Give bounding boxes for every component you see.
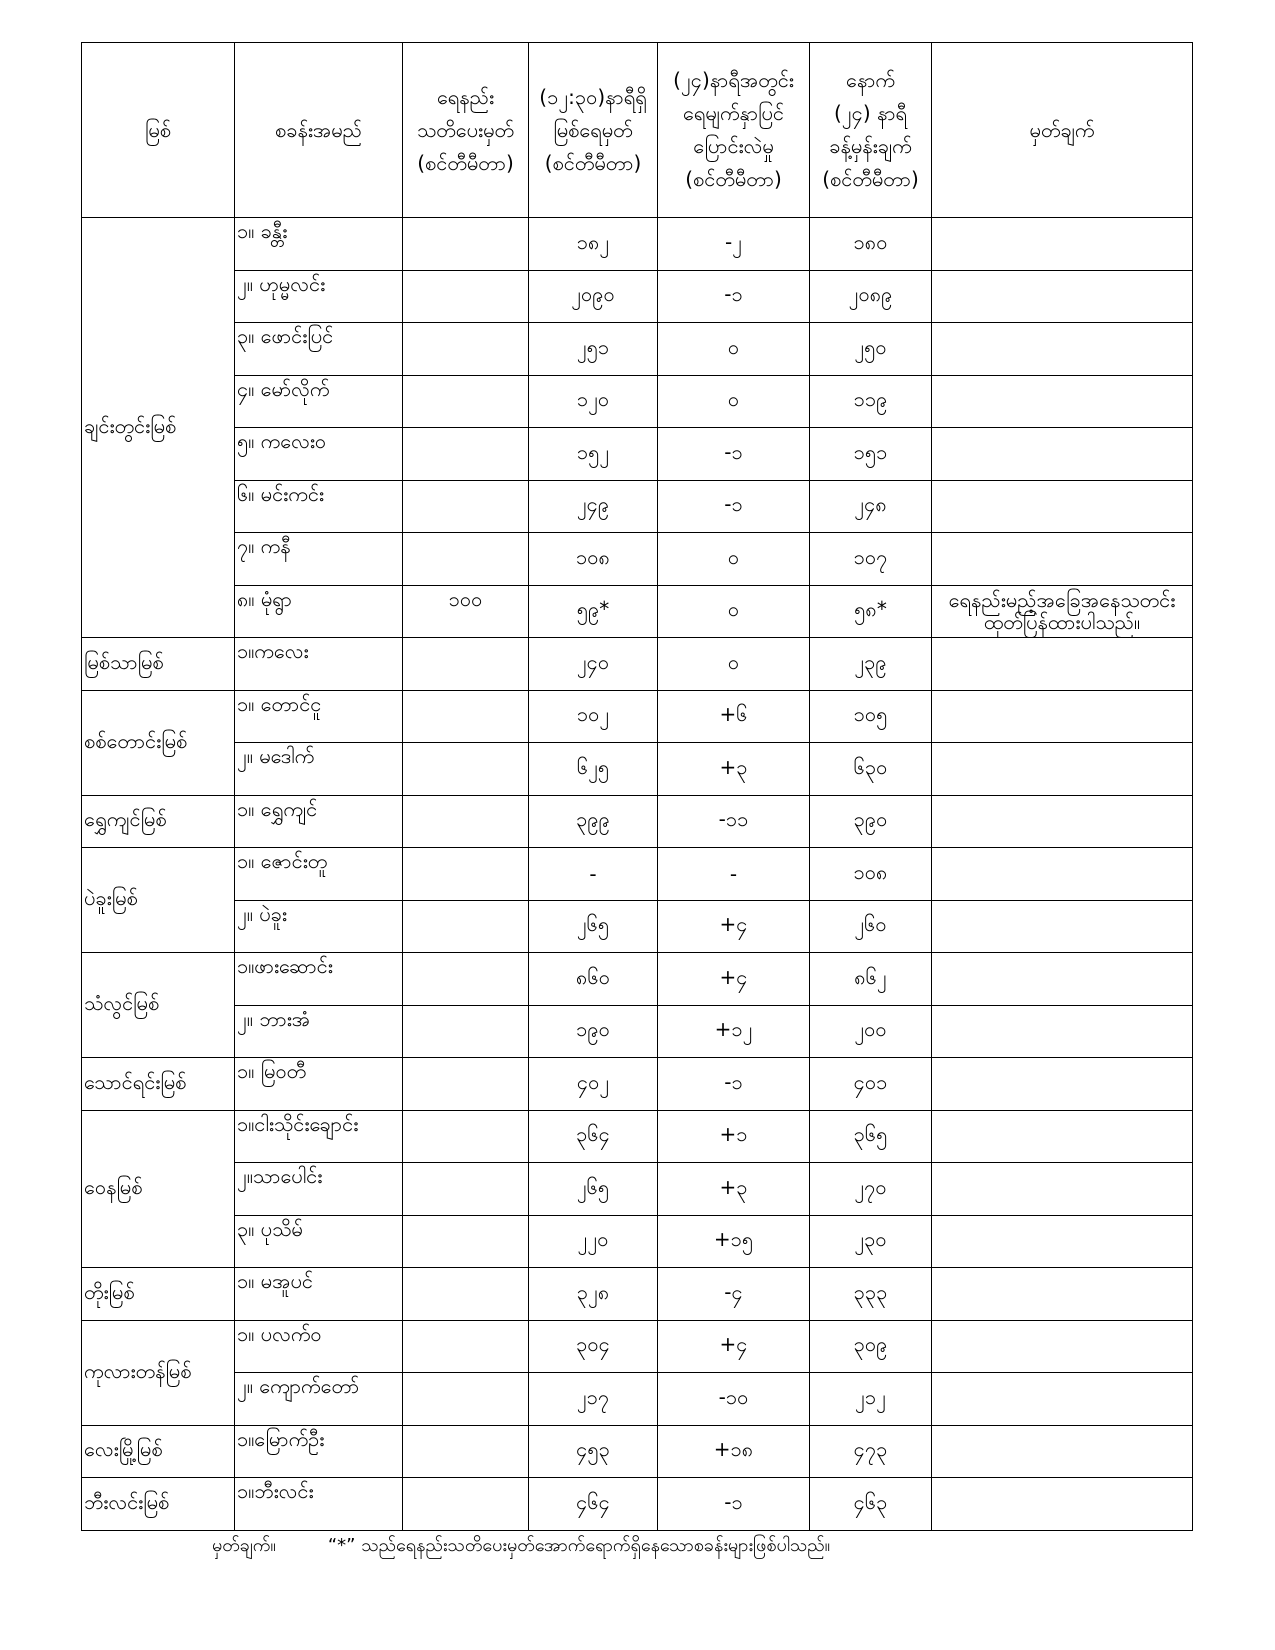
header-line: မြစ် (144, 117, 172, 142)
station-name: ၃။ ပုသိမ် (235, 1215, 403, 1268)
forecast-level: ၂၅၀ (810, 323, 932, 376)
level-change: -၁၀ (658, 1373, 810, 1426)
remark-cell (932, 1320, 1193, 1373)
low-warning-level (403, 218, 529, 271)
header-river (82, 43, 235, 218)
water-level: ၂၆၅ (529, 900, 658, 953)
water-level: ၆၂၅ (529, 743, 658, 796)
river-name: လေးမြို့မြစ် (82, 1425, 235, 1478)
remark-cell (932, 900, 1193, 953)
header-line: (စင်တီမီတာ) (685, 167, 782, 191)
remark-cell (932, 585, 1193, 638)
level-change: -၁ (658, 1058, 810, 1111)
water-level: ၄၅၃ (529, 1425, 658, 1478)
forecast-level: ၁၈၀ (810, 218, 932, 271)
forecast-level: ၁၀၈ (810, 848, 932, 901)
level-change: - (658, 848, 810, 901)
table-row (82, 1268, 1193, 1321)
remark-cell (932, 428, 1193, 481)
header-line: (စင်တီမီတာ) (822, 167, 919, 191)
forecast-level: ၁၀၅ (810, 690, 932, 743)
table-row (82, 323, 1193, 376)
table-row (82, 428, 1193, 481)
header-line: (စင်တီမီတာ) (544, 150, 642, 175)
level-change: +၁၅ (658, 1215, 810, 1268)
header-remark (932, 43, 1193, 218)
water-level: ၁၀၈ (529, 533, 658, 586)
forecast-level: ၂၃၀ (810, 1215, 932, 1268)
forecast-level: ၃၉၀ (810, 795, 932, 848)
low-warning-level (403, 533, 529, 586)
header-line: မှတ်ချက် (1029, 117, 1095, 142)
level-change: ၀ (658, 533, 810, 586)
station-name: ၁။ တောင်ငူ (235, 690, 403, 743)
table-row (82, 1425, 1193, 1478)
low-warning-level (403, 375, 529, 428)
forecast-level: ၂၃၉ (810, 638, 932, 691)
station-name: ၇။ ကနီ (235, 533, 403, 586)
station-name: ၁။ ခန္တီး (235, 218, 403, 271)
river-name: ပဲခူးမြစ် (82, 848, 235, 953)
remark-cell (932, 323, 1193, 376)
remark-cell (932, 270, 1193, 323)
forecast-level: ၁၁၉ (810, 375, 932, 428)
table-row (82, 795, 1193, 848)
header-line: သတိပေးမှတ် (416, 117, 515, 142)
low-warning-level (403, 848, 529, 901)
remark-cell (932, 1478, 1193, 1531)
table-row (82, 848, 1193, 901)
remark-line: ရေနည်းမည့်အခြေအနေသတင်း (948, 588, 1176, 613)
river-name: မြစ်သာမြစ် (82, 638, 235, 691)
river-name: တိုးမြစ် (82, 1268, 235, 1321)
header-24h-change (658, 43, 810, 218)
forecast-level: ၂၆၀ (810, 900, 932, 953)
forecast-level: ၁၅၁ (810, 428, 932, 481)
station-name: ၃။ ဖောင်းပြင် (235, 323, 403, 376)
table-row (82, 270, 1193, 323)
header-line: ပြောင်းလဲမှု (693, 134, 774, 158)
water-level: ၈၆၀ (529, 953, 658, 1006)
station-name: ၁။ မြဝတီ (235, 1058, 403, 1111)
table-row (82, 953, 1193, 1006)
table-row (82, 638, 1193, 691)
level-change: ၀ (658, 638, 810, 691)
remark-cell (932, 1268, 1193, 1321)
table-row (82, 690, 1193, 743)
forecast-level: ၂၇၀ (810, 1163, 932, 1216)
table-row (82, 480, 1193, 533)
level-change: +၁ (658, 1110, 810, 1163)
station-name: ၁။ဖားဆောင်း (235, 953, 403, 1006)
water-level: ၄၀၂ (529, 1058, 658, 1111)
water-level: ၁၂၀ (529, 375, 658, 428)
footnote-text: “*” သည်ရေနည်းသတိပေးမှတ်အောက်ရောက်ရှိနေသောစခန်းများဖြစ်ပါသည်။ (327, 1535, 831, 1556)
water-level: ၂၄၉ (529, 480, 658, 533)
forecast-level: ၂၄၈ (810, 480, 932, 533)
header-line: ရေနည်း (436, 84, 495, 109)
water-level: ၂၅၁ (529, 323, 658, 376)
remark-cell (932, 953, 1193, 1006)
header-line: (၂၄)နာရီအတွင်း (673, 68, 794, 92)
station-name: ၁။ ဇောင်းတူ (235, 848, 403, 901)
forecast-level: ၄၀၁ (810, 1058, 932, 1111)
level-change: -၁ (658, 270, 810, 323)
level-change: ၀ (658, 375, 810, 428)
water-level: ၃၀၄ (529, 1320, 658, 1373)
remark-cell (932, 480, 1193, 533)
remark-line: ထုတ်ပြန်ထားပါသည်။ (983, 610, 1141, 635)
water-level: ၁၅၂ (529, 428, 658, 481)
forecast-level: ၂၀၀ (810, 1005, 932, 1058)
forecast-level: ၄၆၃ (810, 1478, 932, 1531)
low-warning-level (403, 1163, 529, 1216)
station-name: ၁။ ပလက်ဝ (235, 1320, 403, 1373)
low-warning-level (403, 1268, 529, 1321)
level-change: +၄ (658, 900, 810, 953)
remark-cell (932, 848, 1193, 901)
station-name: ၂။သာပေါင်း (235, 1163, 403, 1216)
forecast-level: ၄၇၃ (810, 1425, 932, 1478)
river-name: ရွှေကျင်မြစ် (82, 795, 235, 848)
water-level: ၂၀၉၀ (529, 270, 658, 323)
low-warning-level (403, 1373, 529, 1426)
water-level: ၂၆၅ (529, 1163, 658, 1216)
station-name: ၄။ မော်လိုက် (235, 375, 403, 428)
table-row (82, 218, 1193, 271)
low-warning-level (403, 1058, 529, 1111)
remark-cell (932, 743, 1193, 796)
remark-cell (932, 1058, 1193, 1111)
station-name: ၈။ မုံရွာ (235, 585, 403, 638)
water-level: - (529, 848, 658, 901)
remark-cell (932, 1373, 1193, 1426)
remark-cell (932, 1163, 1193, 1216)
forecast-level: ၁၀၇ (810, 533, 932, 586)
forecast-level: ၃၆၅ (810, 1110, 932, 1163)
station-name: ၁။ မအူပင် (235, 1268, 403, 1321)
water-level: ၂၂၀ (529, 1215, 658, 1268)
low-warning-level (403, 1425, 529, 1478)
water-level: ၃၂၈ (529, 1268, 658, 1321)
table-header (82, 43, 1193, 218)
level-change: +၁၂ (658, 1005, 810, 1058)
low-warning-level (403, 743, 529, 796)
header-line: နောက် (845, 68, 895, 92)
low-warning-level (403, 1320, 529, 1373)
water-level: ၃၉၉ (529, 795, 658, 848)
table-row (82, 1163, 1193, 1216)
level-change: -၁ (658, 480, 810, 533)
low-warning-level (403, 323, 529, 376)
level-change: +၄ (658, 1320, 810, 1373)
level-change: ၀ (658, 585, 810, 638)
station-name: ၂။ ကျောက်တော် (235, 1373, 403, 1426)
header-water-level (529, 43, 658, 218)
level-change: -၁ (658, 428, 810, 481)
low-warning-level: ၁၀၀ (403, 585, 529, 638)
table-row (82, 1005, 1193, 1058)
river-name: ချင်းတွင်းမြစ် (82, 218, 235, 638)
table-row (82, 1110, 1193, 1163)
river-name: သောင်ရင်းမြစ် (82, 1058, 235, 1111)
table-row (82, 1373, 1193, 1426)
footnote-label: မှတ်ချက်။ (212, 1535, 276, 1556)
river-name: ဘီးလင်းမြစ် (82, 1478, 235, 1531)
low-warning-level (403, 270, 529, 323)
footnote (212, 1533, 830, 1560)
low-warning-level (403, 638, 529, 691)
low-warning-level (403, 1478, 529, 1531)
remark-cell (932, 533, 1193, 586)
level-change: -၁၁ (658, 795, 810, 848)
header-row (82, 43, 1193, 218)
station-name: ၁။ငါးသိုင်းချောင်း (235, 1110, 403, 1163)
remark-cell (932, 690, 1193, 743)
water-level: ၁၈၂ (529, 218, 658, 271)
low-warning-level (403, 795, 529, 848)
remark-cell (932, 375, 1193, 428)
water-level: ၃၆၄ (529, 1110, 658, 1163)
forecast-level: ၆၃၀ (810, 743, 932, 796)
table-row (82, 585, 1193, 638)
remark-cell (932, 1215, 1193, 1268)
remark-cell (932, 638, 1193, 691)
river-level-table (81, 42, 1193, 1531)
header-line: ခန့်မှန်းချက် (829, 134, 912, 158)
forecast-level: ၃၀၉ (810, 1320, 932, 1373)
level-change: +၄ (658, 953, 810, 1006)
low-warning-level (403, 900, 529, 953)
table-row (82, 743, 1193, 796)
station-name: ၁။မြောက်ဦး (235, 1425, 403, 1478)
water-level: ၂၄၀ (529, 638, 658, 691)
low-warning-level (403, 1005, 529, 1058)
station-name: ၅။ ကလေးဝ (235, 428, 403, 481)
table-row (82, 375, 1193, 428)
forecast-level: ၃၃၃ (810, 1268, 932, 1321)
station-name: ၁။ဘီးလင်း (235, 1478, 403, 1531)
level-change: -၂ (658, 218, 810, 271)
table-body (82, 218, 1193, 1531)
river-name: ကုလားတန်မြစ် (82, 1320, 235, 1425)
low-warning-level (403, 690, 529, 743)
low-warning-level (403, 1110, 529, 1163)
low-warning-level (403, 953, 529, 1006)
river-name: ဝေနမြစ် (82, 1110, 235, 1268)
level-change: +၆ (658, 690, 810, 743)
station-name: ၂။ မဒေါက် (235, 743, 403, 796)
forecast-level: ၅၈* (810, 585, 932, 638)
station-name: ၂။ ပဲခူး (235, 900, 403, 953)
forecast-level: ၈၆၂ (810, 953, 932, 1006)
level-change: -၁ (658, 1478, 810, 1531)
header-line: (၂၄) နာရီ (833, 101, 908, 125)
level-change: +၁၈ (658, 1425, 810, 1478)
water-level: ၁၀၂ (529, 690, 658, 743)
station-name: ၁။ ရွှေကျင် (235, 795, 403, 848)
water-level: ၅၉* (529, 585, 658, 638)
water-level: ၂၁၇ (529, 1373, 658, 1426)
remark-cell (932, 1110, 1193, 1163)
station-name: ၂။ ဘားအံ (235, 1005, 403, 1058)
table-row (82, 1320, 1193, 1373)
low-warning-level (403, 1215, 529, 1268)
header-low-warning (403, 43, 529, 218)
remark-cell (932, 1005, 1193, 1058)
level-change: +၃ (658, 1163, 810, 1216)
level-change: ၀ (658, 323, 810, 376)
header-line: ရေမျက်နှာပြင် (683, 101, 784, 125)
remark-cell (932, 218, 1193, 271)
low-warning-level (403, 428, 529, 481)
low-warning-level (403, 480, 529, 533)
river-name: သံလွင်မြစ် (82, 953, 235, 1058)
table-row (82, 1215, 1193, 1268)
header-line: စခန်းအမည် (274, 117, 363, 142)
header-station (235, 43, 403, 218)
header-line: မြစ်ရေမှတ် (553, 117, 633, 142)
station-name: ၆။ မင်းကင်း (235, 480, 403, 533)
level-change: +၃ (658, 743, 810, 796)
remark-cell (932, 795, 1193, 848)
header-line: (စင်တီမီတာ) (417, 150, 514, 175)
level-change: -၄ (658, 1268, 810, 1321)
station-name: ၂။ ဟုမ္မလင်း (235, 270, 403, 323)
water-level: ၁၉၀ (529, 1005, 658, 1058)
river-name: စစ်တောင်းမြစ် (82, 690, 235, 795)
header-24h-forecast (810, 43, 932, 218)
remark-cell (932, 1425, 1193, 1478)
forecast-level: ၂၁၂ (810, 1373, 932, 1426)
table-row (82, 1058, 1193, 1111)
table-row (82, 1478, 1193, 1531)
station-name: ၁။ကလေး (235, 638, 403, 691)
water-level: ၄၆၄ (529, 1478, 658, 1531)
table-row (82, 533, 1193, 586)
header-line: (၁၂:၃၀)နာရီရှိ (539, 84, 647, 109)
table-row (82, 900, 1193, 953)
forecast-level: ၂၀၈၉ (810, 270, 932, 323)
